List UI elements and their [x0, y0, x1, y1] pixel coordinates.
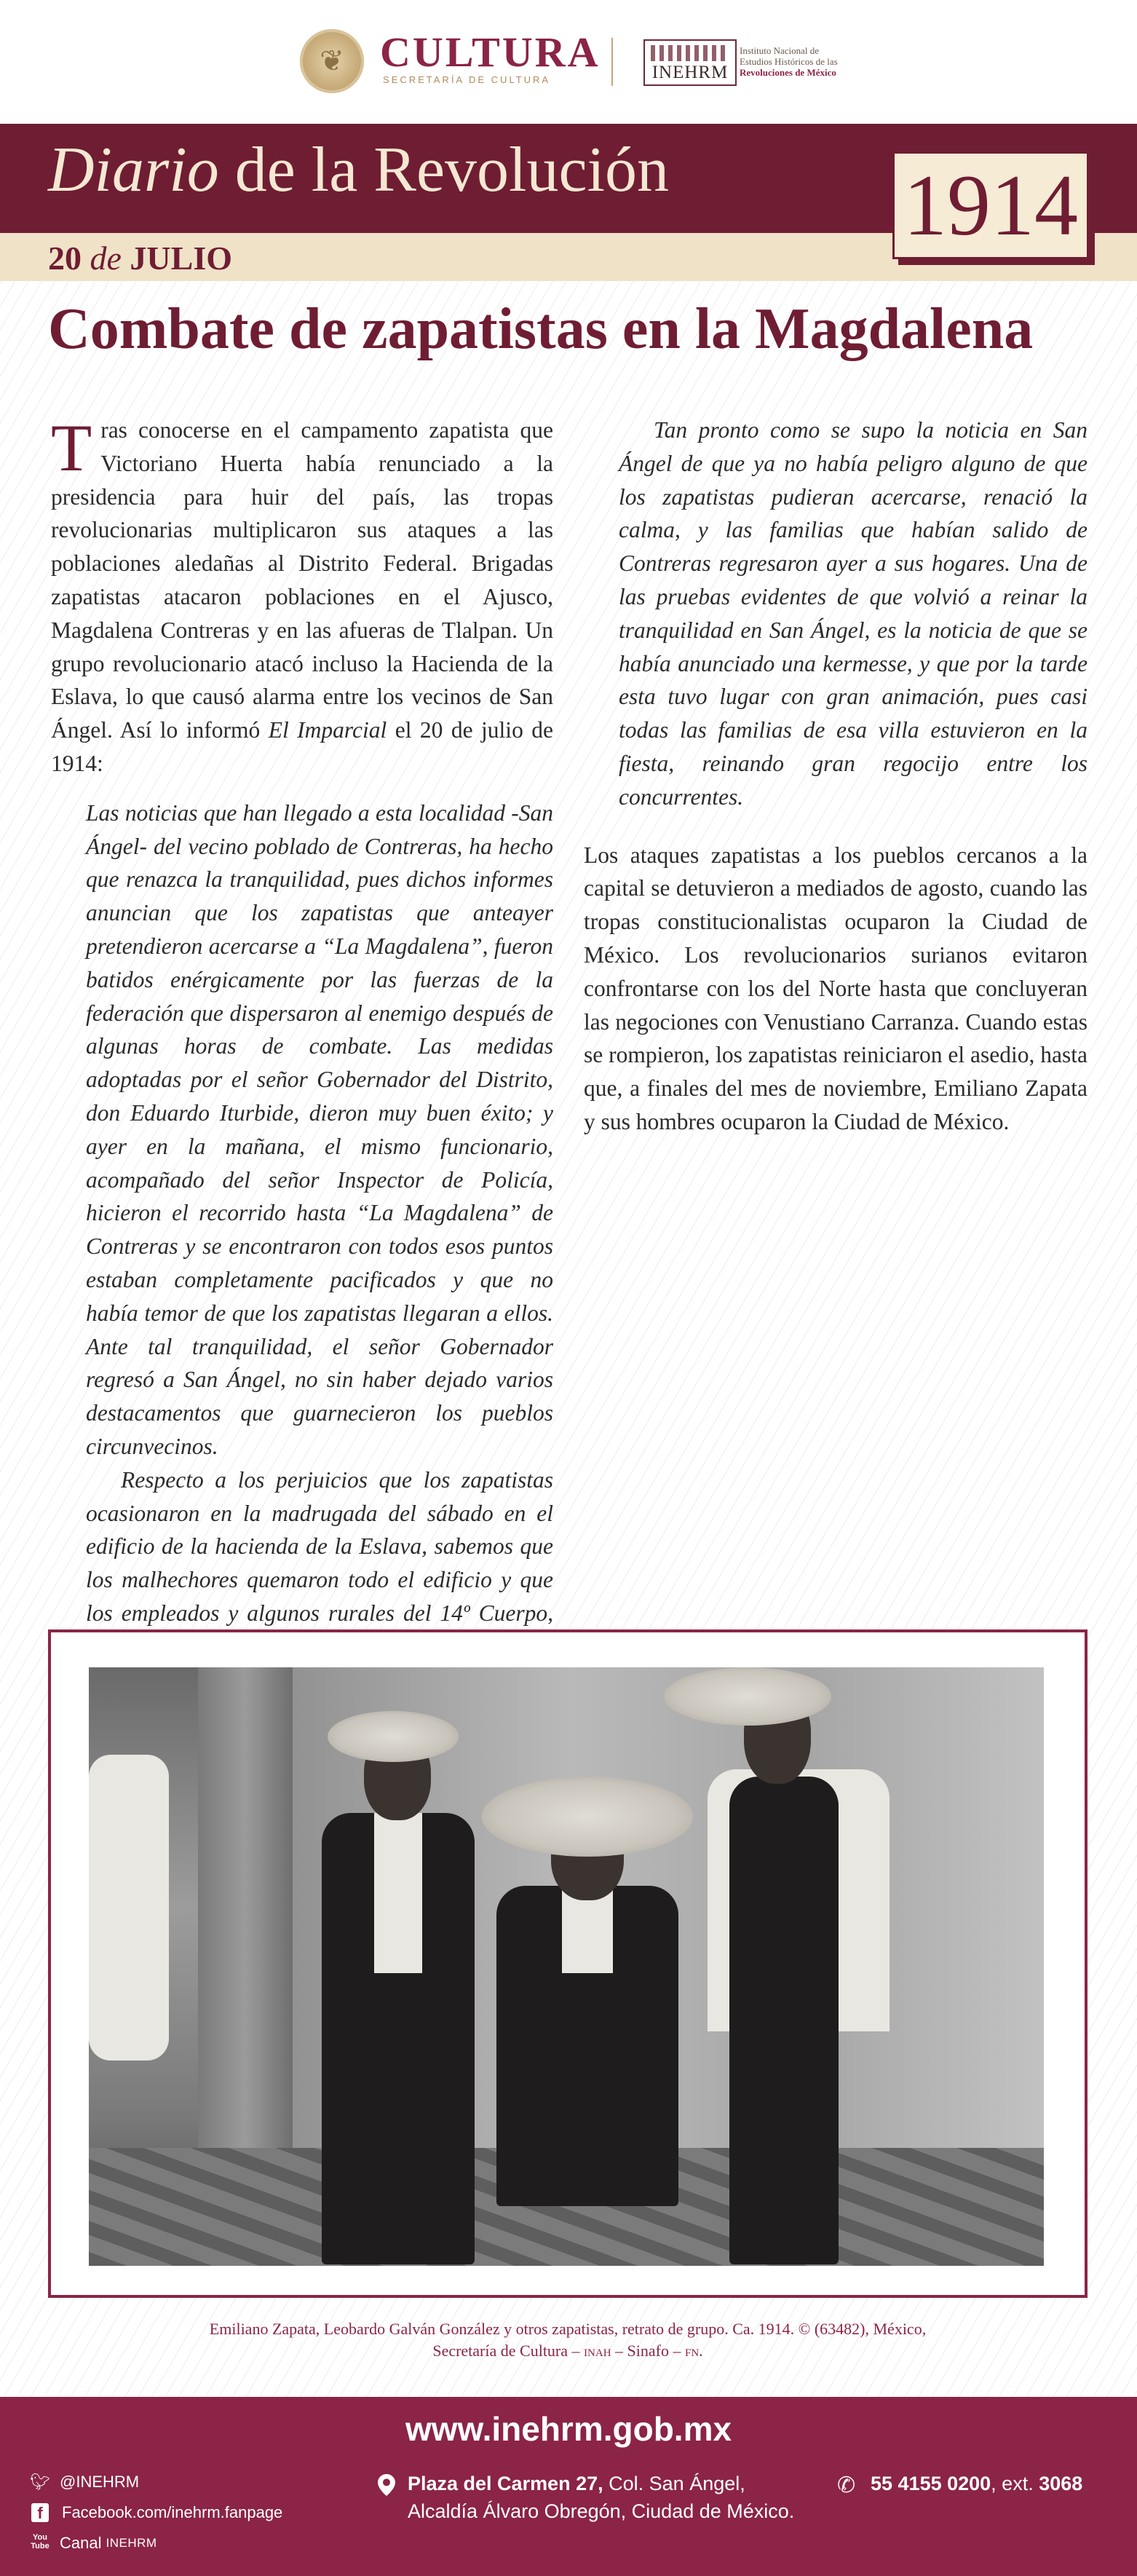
facebook-icon: f [31, 2503, 49, 2522]
masthead-title-rest: de la Revolución [234, 135, 669, 205]
photo-caption [48, 2318, 1088, 2362]
youtube-channel-name: INEHRM [106, 2536, 157, 2550]
quote-paragraph-1 [86, 797, 553, 1463]
historical-photo [89, 1667, 1044, 2266]
website-link[interactable]: www.inehrm.gob.mx [405, 2410, 732, 2448]
twitter-link[interactable] [29, 2467, 282, 2497]
photo-figure-3 [729, 1777, 839, 2264]
address [408, 2470, 794, 2525]
photo-figure-1-shirt [374, 1813, 422, 1973]
caption-inah: inah [584, 2342, 611, 2360]
issue-day: 20 [48, 240, 82, 277]
issue-date [48, 238, 232, 279]
inehrm-full-name [740, 45, 838, 78]
facebook-url: Facebook.com/inehrm.fanpage [62, 2503, 283, 2521]
inehrm-line-3: Revoluciones de México [740, 67, 836, 78]
inehrm-logo [643, 39, 737, 86]
quote-paragraph-3 [619, 414, 1088, 814]
location-pin-icon [376, 2474, 397, 2496]
photo-sombrero-2 [482, 1777, 693, 1857]
caption-line-2 [48, 2340, 1088, 2362]
facebook-link[interactable] [29, 2497, 282, 2528]
caption-line-1: Emiliano Zapata, Leobardo Galván González y otros zapatistas, retrato de grupo. Ca. 1914. © (63482), México, [209, 2320, 927, 2338]
building-icon [651, 45, 726, 61]
phone-ext: 3068 [1039, 2473, 1083, 2494]
caption-credit-a: Secretaría de Cultura – [432, 2342, 585, 2360]
phone-ext-label: , ext. [991, 2473, 1039, 2494]
youtube-icon [29, 2528, 51, 2559]
quote-text-3: Tan pronto como se supo la noticia en San Ángel de que ya no había peligro alguno de que los zapatistas pudieran acercarse, renació la calma, y las familias que habían salido de Contreras regresaron ayer a sus hogares. Una de las pruebas evidentes de que volvió a reinar la tranquilidad en San Ángel, es la noticia de que se había anunciado una kermesse, y que por la tarde esta tuvo lugar con gran animación, pues casi todas las familias de esa villa estuvieron en la fiesta, reinando gran regocijo entre los concurrentes. [619, 417, 1088, 810]
youtube-icon-text-2: Tube [31, 2542, 49, 2551]
issue-date-de: de [90, 240, 122, 277]
intro-text: ras conocerse en el campamento zapatista que Victoriano Huerta había renunciado a la presidencia para huir del país, las tropas revolucionarias multiplicaron sus ataques a las poblaciones aledañas al Distrito Federal. Brigadas zapatistas atacaron poblaciones en el Ajusco, Magdalena Contreras y en las afueras de Tlalpan. Un grupo revolucionario atacó incluso la Hacienda de la Eslava, lo que causó alarma entre los vecinos de San Ángel. Así lo informó [51, 417, 553, 743]
quote-text-2: Respecto a los perjuicios que los zapatistas ocasionaron en la madrugada del sábado en el edificio de la hacienda de la Eslava, sabemos que los malhechores quemaron todo el edificio y que los empleados y algunos rurales del 14º Cuerpo, [86, 1466, 553, 1626]
youtube-label: Canal [60, 2534, 102, 2552]
photo-sombrero-1 [328, 1711, 459, 1762]
year-text: 1914 [903, 157, 1078, 253]
address-city: Alcaldía Álvaro Obregón, Ciudad de México. [408, 2500, 795, 2522]
twitter-icon: 🐦︎ [30, 2473, 50, 2491]
cultura-logo: CULTURA [380, 28, 601, 76]
photo-figure-edge [89, 1755, 169, 2061]
twitter-handle: @INEHRM [60, 2473, 140, 2491]
phone-icon: ✆ [837, 2473, 856, 2497]
youtube-icon-text: You [33, 2533, 47, 2542]
eagle-seal-icon: ❦ [300, 29, 364, 93]
caption-credit-c: . [699, 2342, 703, 2360]
headline: Combate de zapatistas en la Magdalena [48, 297, 1034, 361]
year-badge [892, 151, 1089, 259]
inehrm-logo-label: INEHRM [651, 63, 729, 82]
masthead-title-italic: Diario [48, 135, 219, 205]
phone-main: 55 4155 0200 [871, 2473, 991, 2494]
issue-month: JULIO [130, 240, 233, 277]
logo-bar [0, 0, 1137, 124]
quote-text-1: Las noticias que han llegado a esta localidad -San Ángel- del vecino poblado de Contreras, ha hecho que renazca la tranquilidad, pues dichos informes anuncian que los zapatistas que anteayer pretendieron acercarse a “La Magdalena”, fueron batidos enérgicamente por las fuerzas de la federación que dispersaron al enemigo después de algunas horas de combate. Las medidas adoptadas por el señor Gobernador del Distrito, don Eduardo Iturbide, dieron muy buen éxito; y ayer en la mañana, el mismo funcionario, acompañado del señor Inspector de Policía, hicieron el recorrido hasta “La Magdalena” de Contreras y se encontraron con todos esos puntos estaban completamente pacificados y que no había temor de que los zapatistas llegaran a ellos. Ante tal tranquilidad, el señor Gobernador regresó a San Ángel, no sin haber dejado varios destacamentos que guarnecieron los pueblos circunvecinos. [86, 799, 553, 1459]
social-links [29, 2467, 282, 2559]
photo-sombrero-3 [664, 1667, 831, 1726]
closing-paragraph: Los ataques zapatistas a los pueblos cercanos a la capital se detuvieron a mediados de agosto, cuando las tropas constitucionalistas ocuparon la Ciudad de México. Los revolucionarios surianos evitaron confrontarse con los del Norte hasta que concluyeran las negociones con Venustiano Carranza. Cuando estas se rompieron, los zapatistas reiniciaron el asedio, hasta que, a finales del mes de noviembre, Emiliano Zapata y sus hombres ocuparon la Ciudad de México. [584, 842, 1088, 1134]
caption-credit-b: – Sinafo – [611, 2342, 685, 2360]
masthead-title [48, 135, 669, 205]
drop-cap: T [51, 411, 92, 485]
caption-fn: fn [684, 2342, 700, 2360]
newspaper-name: El Imparcial [268, 717, 387, 743]
logo-divider [611, 38, 613, 86]
phone-number[interactable] [871, 2470, 1082, 2497]
intro-paragraph [51, 411, 554, 781]
inehrm-line-2: Estudios Históricos de las [740, 56, 838, 67]
article-column-right [584, 414, 1088, 1139]
intro-text-end: el 20 de julio de 1914: [51, 717, 554, 776]
youtube-link[interactable] [29, 2528, 282, 2559]
cultura-subtitle: SECRETARÍA DE CULTURA [383, 74, 551, 85]
address-street: Plaza del Carmen 27, [408, 2473, 603, 2494]
inehrm-line-1: Instituto Nacional de [740, 45, 820, 56]
address-colony: Col. San Ángel, [603, 2473, 745, 2494]
